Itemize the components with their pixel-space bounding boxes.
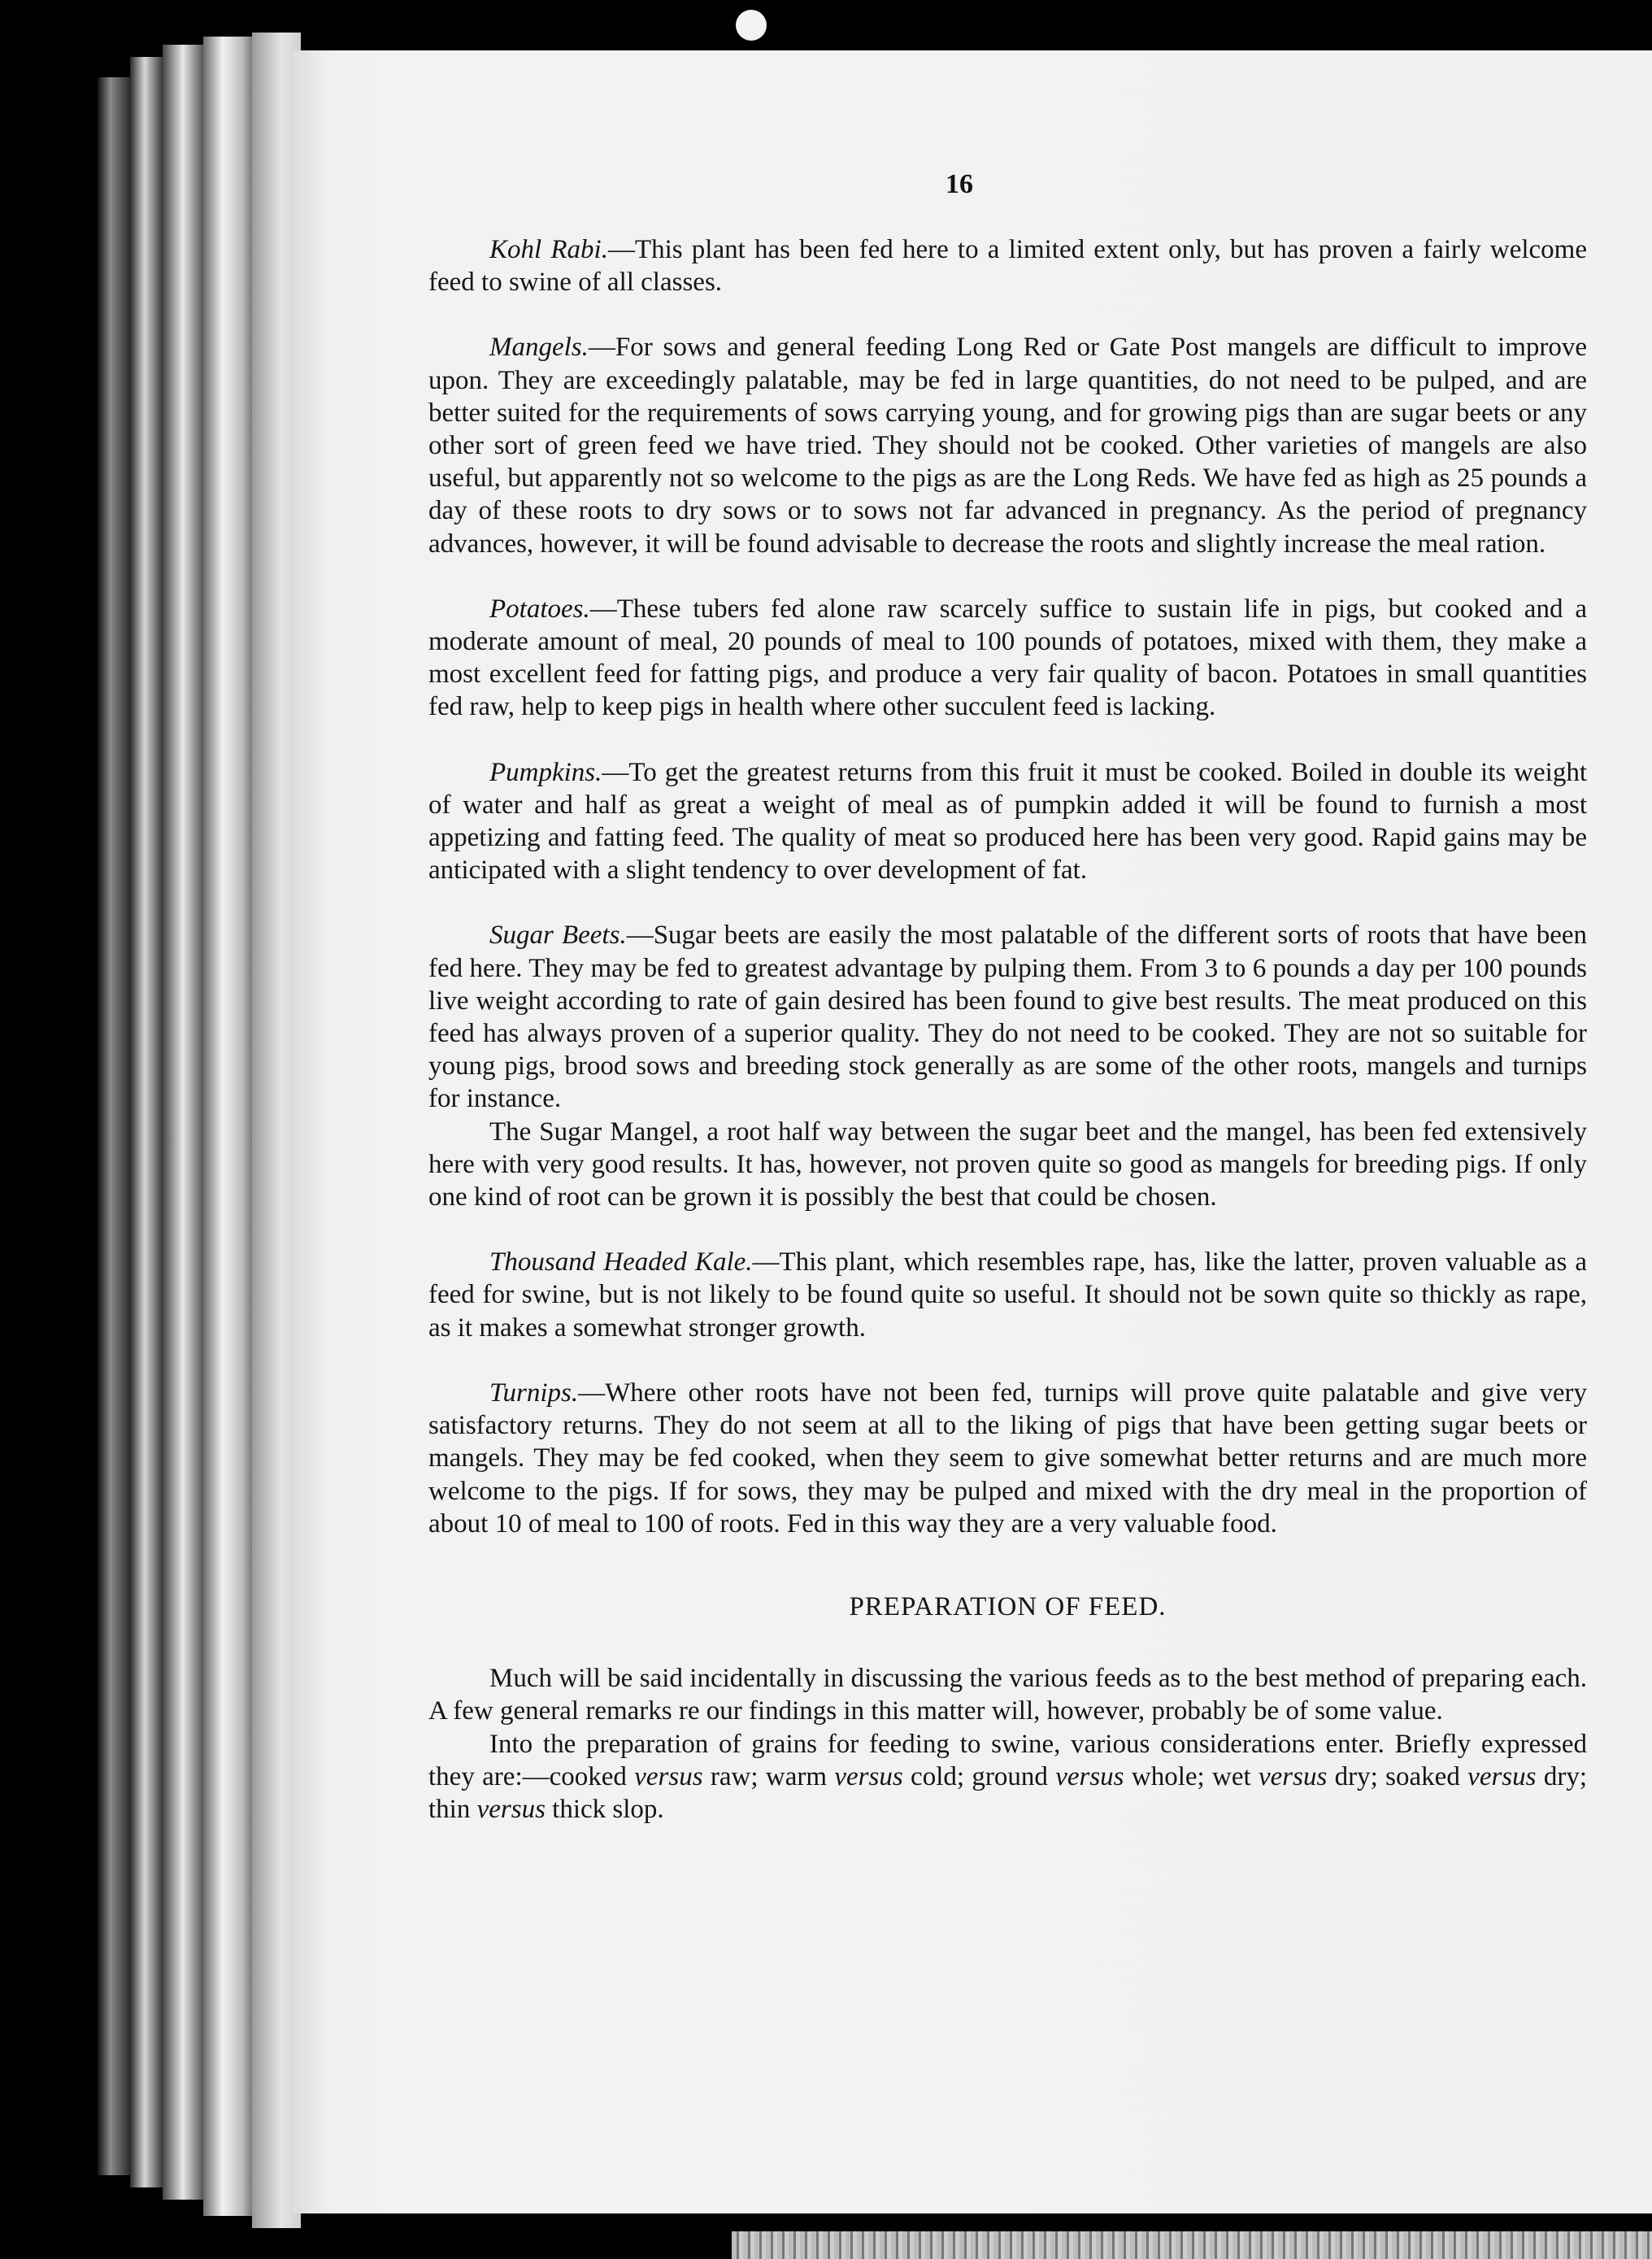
paragraph-lead: Potatoes. [489,594,590,624]
book-edge [163,45,203,2200]
binding-hole [736,10,767,41]
italic-run: versus [1259,1761,1328,1791]
text-run: dry; thin [428,1761,1587,1824]
italic-run: versus [1467,1761,1537,1791]
paragraph-body: —To get the greatest returns from this fruit it must be cooked. Boiled in double its weight of water and half as great a weight of meal as of pumpkin added it will be found to furnish a most appetizing and fatting feed. The quality of meat so produced here has been very good. Rapid gains may be anticipated with a slight tendency to over development of fat. [428,757,1587,886]
paragraph-pumpkins [428,756,1587,887]
section-heading: PREPARATION OF FEED. [849,1591,1167,1621]
text-run: raw; warm [702,1761,835,1791]
paragraph-sugar-mangel [428,1116,1587,1214]
paragraph-body: —This plant has been fed here to a limited extent only, but has proven a fairly welcome feed to swine of all classes. [428,235,1587,298]
paragraph-body: —Where other roots have not been fed, turnips will prove quite palatable and give very satisfactory returns. They do not seem at all to the liking of pigs that have been getting sugar beets or mangels. They may be fed cooked, when they seem to give somewhat better returns and are much more welcome to the pigs. If for sows, they may be pulped and mixed with the dry meal in the proportion of about 10 of meal to 100 of roots. Fed in this way they are a very valuable food. [428,1378,1587,1539]
paragraph-lead: Sugar Beets. [489,921,627,951]
paragraph-preparation: Much will be said incidentally in discussing the various feeds as to the best method of preparing each. A few general remarks re our findings in this matter will, however, probably be of some value. [428,1664,1587,1726]
book-edge [203,37,252,2216]
book-edge [130,57,163,2187]
paragraph-potatoes [428,593,1587,724]
paragraph-turnips [428,1377,1587,1540]
text-run: cold; ground [902,1761,1056,1791]
text-run: thick slop. [545,1794,664,1824]
paragraph-kohl-rabi [428,233,1587,298]
text-run: whole; wet [1124,1761,1259,1791]
italic-run: versus [634,1761,703,1791]
italic-run: versus [1055,1761,1124,1791]
paragraph-lead: Kohl Rabi. [489,235,608,264]
scan-edge-strip [732,2231,1652,2259]
document-page [293,50,1652,2213]
paragraph-body: —For sows and general feeding Long Red or Gate Post mangels are difficult to improve upon. They are exceedingly palatable, may be fed in large quantities, do not need to be pulped, and are better suited for the requirements of sows carrying young, and for growing pigs than are sugar beets or any other sort of green feed we have tried. They should not be cooked. Other varieties of mangels are also useful, but apparently not so welcome to the pigs as are the Long Reds. We have fed as high as 25 pounds a day of these roots to dry sows or to sows not far advanced in pregnancy. As the period of pregnancy advances, however, it will be found advisable to decrease the roots and slightly increase the meal ration. [428,333,1587,559]
paragraph-body: —This plant, which resembles rape, has, like the latter, proven valuable as a feed for swine, but is not likely to be found quite so useful. It should not be sown quite so thickly as rape, as it makes a somewhat stronger growth. [428,1247,1587,1343]
italic-run: versus [834,1761,903,1791]
paragraph-lead: Mangels. [489,333,589,363]
paragraph-lead: Thousand Headed Kale. [489,1247,753,1277]
paragraph-body: —Sugar beets are easily the most palatable of the different sorts of roots that have been fed here. They may be fed to greatest advantage by pulping them. From 3 to 6 pounds a day per 100 pounds live weight according to rate of gain desired has been found to give best results. The meat produced on this feed has always proven of a superior quality. They do not need to be cooked. They are not so suitable for young pigs, brood sows and breeding stock generally as are some of the other roots, mangels and turnips for instance. [428,921,1587,1114]
italic-run: versus [476,1794,546,1824]
paragraph-thousand-headed-kale [428,1246,1587,1344]
paragraph-mangels [428,331,1587,559]
text-run: dry; soaked [1327,1761,1468,1791]
paragraph-body: The Sugar Mangel, a root half way between the sugar beet and the mangel, has been fed extensively here with very good results. It has, however, not proven quite so good as mangels for breeding pigs. If only one kind of root can be grown it is possibly the best that could be chosen. [428,1116,1587,1212]
paragraph-lead: Pumpkins. [489,757,602,787]
paragraph-lead: Turnips. [489,1378,579,1408]
paragraph-sugar-beets [428,919,1587,1115]
paragraph-considerations [428,1728,1587,1826]
body-text [428,233,1587,1826]
paragraph-intro: Into the preparation of grains for feeding to swine, various considerations enter. Briefly expressed they are:—cooked [428,1729,1587,1791]
paragraph-body: —These tubers fed alone raw scarcely suffice to sustain life in pigs, but cooked and a moderate amount of meal, 20 pounds of meal to 100 pounds of potatoes, mixed with them, they make a most excellent feed for fatting pigs, and produce a very fair quality of bacon. Potatoes in small quantities fed raw, help to keep pigs in health where other succulent feed is lacking. [428,594,1587,722]
page-number: 16 [946,169,973,199]
book-edge [98,77,130,2175]
